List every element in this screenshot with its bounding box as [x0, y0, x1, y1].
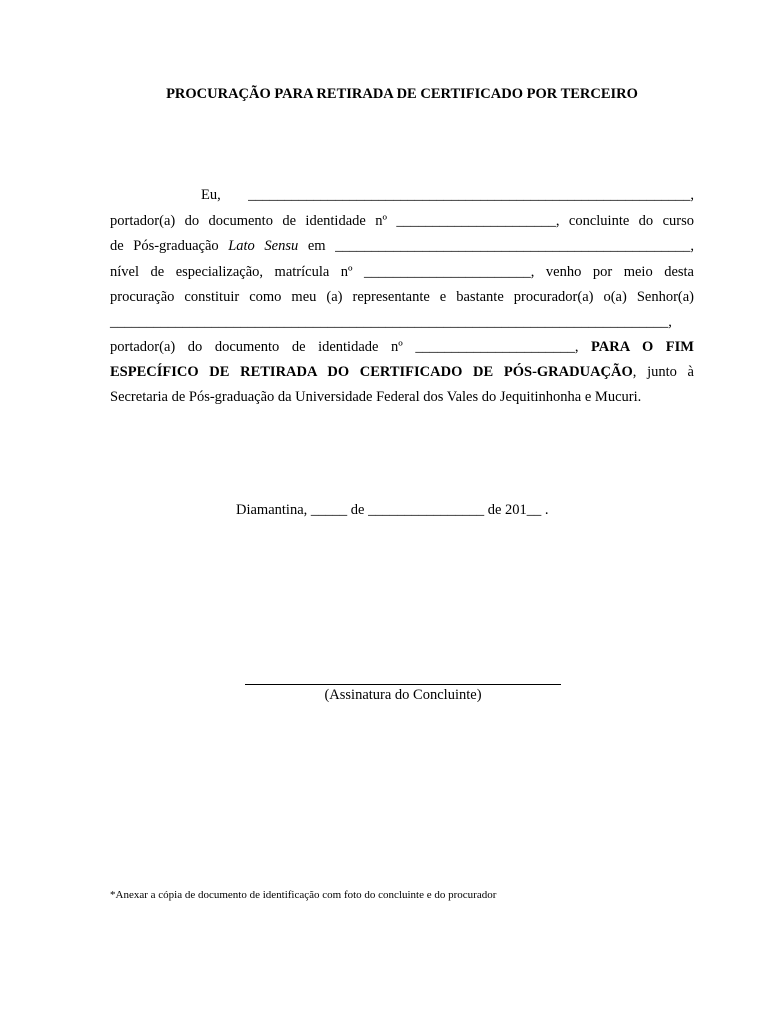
- body-line-2-text: portador(a) do documento de identidade nº ______________________, concluinte do curso: [110, 213, 694, 229]
- body-line-6-text: _____________________________________________________________________________,: [110, 314, 672, 330]
- signature-label: (Assinatura do Concluinte): [324, 687, 482, 703]
- signature-line: [245, 684, 561, 685]
- body-line-8: [110, 363, 694, 381]
- body-line-5: [110, 288, 694, 306]
- body-line-3-post: em _________________________________________________,: [298, 238, 694, 254]
- body-line-6: [110, 313, 694, 331]
- body-line-7-bold: PARA O FIM: [591, 339, 694, 355]
- body-line-3: [110, 237, 694, 255]
- body-line-8-post: , junto à: [632, 364, 694, 380]
- date-line: Diamantina, _____ de ________________ de 201__ .: [236, 502, 549, 518]
- document-title: PROCURAÇÃO PARA RETIRADA DE CERTIFICADO POR TERCEIRO: [166, 86, 638, 102]
- body-line-4-text: nível de especialização, matrícula nº _______________________, venho por meio desta: [110, 264, 694, 280]
- body-line-8-bold: ESPECÍFICO DE RETIRADA DO CERTIFICADO DE PÓS-GRADUAÇÃO: [110, 364, 633, 380]
- body-line-5-text: procuração constituir como meu (a) representante e bastante procurador(a) o(a) Senhor(a): [110, 289, 694, 305]
- lato-sensu-text: Lato Sensu: [228, 238, 299, 254]
- body-line-7: [110, 338, 694, 356]
- body-line-7-pre: portador(a) do documento de identidade nº ______________________,: [110, 339, 592, 355]
- body-line-1: [110, 186, 694, 204]
- body-line-4: [110, 263, 694, 281]
- body-line-3-pre: de Pós-graduação: [110, 238, 229, 254]
- footnote: *Anexar a cópia de documento de identificação com foto do concluinte e do procurador: [110, 889, 497, 901]
- body-line-2: [110, 212, 694, 230]
- body-line-1-text: Eu, _____________________________________________________________,: [201, 187, 694, 203]
- body-line-9-text: Secretaria de Pós-graduação da Universidade Federal dos Vales do Jequitinhonha e Mucuri.: [110, 389, 642, 405]
- body-line-9: [110, 388, 694, 406]
